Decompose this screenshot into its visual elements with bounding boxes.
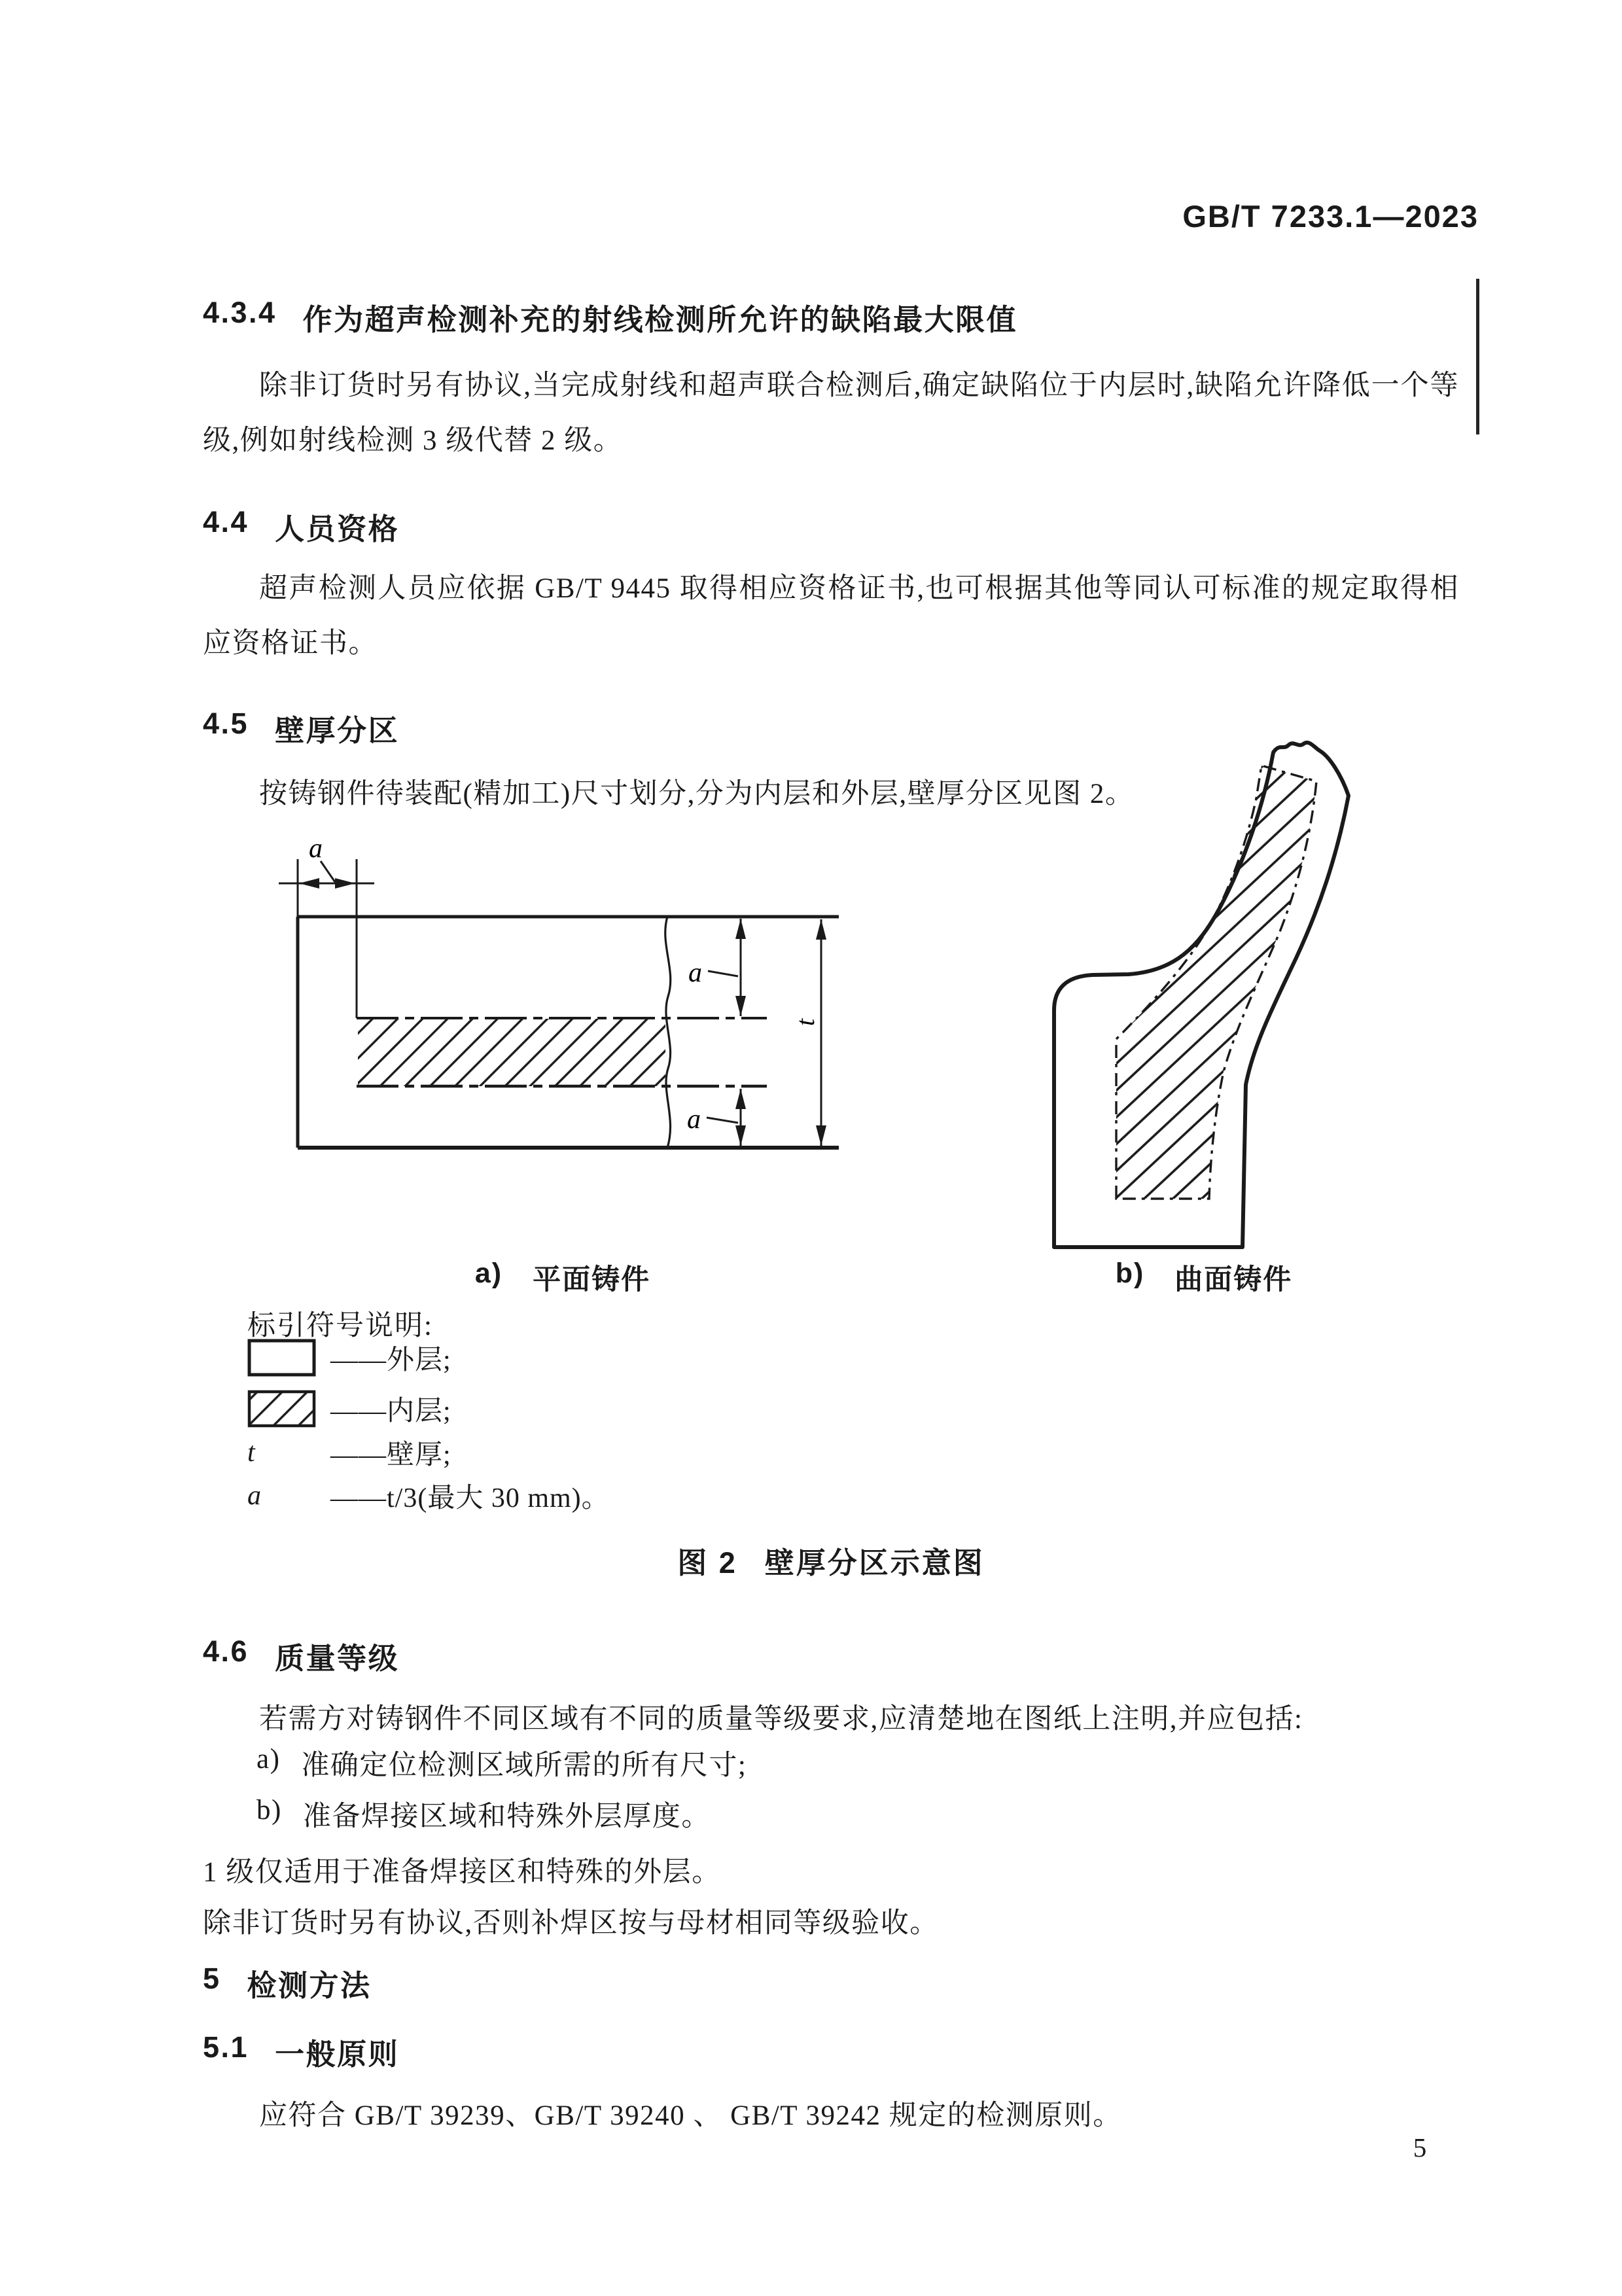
heading-text: 作为超声检测补充的射线检测所允许的缺陷最大限值 xyxy=(302,303,1018,336)
arrow-right-icon xyxy=(335,878,355,889)
paragraph-4-6: 若需方对铸钢件不同区域有不同的质量等级要求,应清楚地在图纸上注明,并应包括: xyxy=(259,1704,1303,1735)
heading-number: 4.6 xyxy=(203,1634,249,1668)
arrow-left-icon xyxy=(299,878,319,889)
legend-row-t xyxy=(247,1434,451,1471)
outer-layer-swatch-icon xyxy=(247,1339,316,1377)
dim-label-a-top: a xyxy=(309,834,323,864)
heading-5-1 xyxy=(203,2030,399,2073)
legend-label: ——内层; xyxy=(330,1396,451,1426)
change-marker-bar xyxy=(1476,279,1479,434)
arrow-down-icon xyxy=(735,996,746,1016)
list-item-b xyxy=(256,1794,711,1834)
heading-text: 壁厚分区 xyxy=(275,714,400,747)
legend-letter-t: t xyxy=(247,1438,255,1468)
arrow-down-icon xyxy=(735,1125,746,1146)
heading-4-4 xyxy=(203,505,399,548)
legend-label: ——外层; xyxy=(330,1345,451,1375)
figure-2-caption xyxy=(203,1539,1459,1581)
item-text: 准备焊接区域和特殊外层厚度。 xyxy=(302,1801,711,1832)
heading-text: 质量等级 xyxy=(275,1642,400,1675)
note-weld-repair: 除非订货时另有协议,否则补焊区按与母材相同等级验收。 xyxy=(203,1908,939,1939)
heading-number: 4.4 xyxy=(203,505,249,539)
heading-number: 4.3.4 xyxy=(203,296,277,329)
list-item-a xyxy=(256,1743,747,1783)
heading-number: 4.5 xyxy=(203,707,249,740)
heading-4-3-4 xyxy=(203,296,1017,338)
heading-4-6 xyxy=(203,1634,399,1677)
item-text: 准确定位检测区域所需的所有尺寸; xyxy=(301,1750,747,1781)
item-marker: b) xyxy=(256,1795,282,1826)
break-wavy-line xyxy=(665,917,671,1148)
heading-text: 人员资格 xyxy=(275,512,400,546)
page-number: 5 xyxy=(1413,2132,1427,2163)
dim-label-a-lower: a xyxy=(687,1104,701,1135)
legend-row-inner-layer xyxy=(247,1390,451,1428)
legend-title: 标引符号说明: xyxy=(247,1311,433,1341)
paragraph-4-3-4: 除非订货时另有协议,当完成射线和超声联合检测后,确定缺陷位于内层时,缺陷允许降低一个等级,例如射线检测 3 级代替 2 级。 xyxy=(203,370,1459,456)
heading-4-5 xyxy=(203,707,399,749)
legend-letter-a: a xyxy=(247,1481,261,1511)
heading-text: 一般原则 xyxy=(275,2038,400,2071)
arrow-up-icon xyxy=(735,1089,746,1109)
heading-number: 5 xyxy=(203,1962,221,1995)
paragraph-4-5: 按铸钢件待装配(精加工)尺寸划分,分为内层和外层,壁厚分区见图 2。 xyxy=(259,779,1135,809)
caption-curved-casting xyxy=(1021,1258,1387,1298)
caption-text: 平面铸件 xyxy=(533,1264,651,1296)
inner-layer-hatched-swatch-icon xyxy=(247,1390,316,1428)
heading-number: 5.1 xyxy=(203,2030,249,2064)
legend-row-a xyxy=(247,1477,610,1514)
arrow-up-icon xyxy=(816,919,826,940)
arrow-down-icon xyxy=(816,1125,826,1146)
plane-casting-diagram xyxy=(275,830,851,1165)
paragraph-5-1: 应符合 GB/T 39239、GB/T 39240 、 GB/T 39242 规定的检测原则。 xyxy=(259,2100,1122,2131)
note-grade-1: 1 级仅适用于准备焊接区和特殊的外层。 xyxy=(203,1857,721,1888)
curved-casting-diagram xyxy=(1021,737,1387,1254)
legend-label: ——t/3(最大 30 mm)。 xyxy=(330,1483,610,1513)
heading-text: 检测方法 xyxy=(247,1969,372,2002)
legend-row-outer-layer xyxy=(247,1339,451,1377)
heading-5 xyxy=(203,1962,372,2004)
paragraph-4-4: 超声检测人员应依据 GB/T 9445 取得相应资格证书,也可根据其他等同认可标准的规定取得相应资格证书。 xyxy=(203,573,1459,659)
inner-layer-hatch-region xyxy=(358,1019,665,1086)
standard-number: GB/T 7233.1—2023 xyxy=(1182,199,1479,234)
legend-label: ——壁厚; xyxy=(330,1440,451,1470)
figure-title: 壁厚分区示意图 xyxy=(764,1546,985,1580)
caption-plane-casting xyxy=(275,1258,851,1298)
figure-label: 图 2 xyxy=(677,1546,737,1580)
caption-marker: b) xyxy=(1115,1258,1145,1289)
item-marker: a) xyxy=(256,1744,281,1775)
dim-label-a-upper: a xyxy=(688,958,702,988)
caption-text: 曲面铸件 xyxy=(1174,1264,1293,1296)
arrow-up-icon xyxy=(735,919,746,939)
caption-marker: a) xyxy=(474,1258,503,1289)
dim-label-t: t xyxy=(790,1018,820,1026)
